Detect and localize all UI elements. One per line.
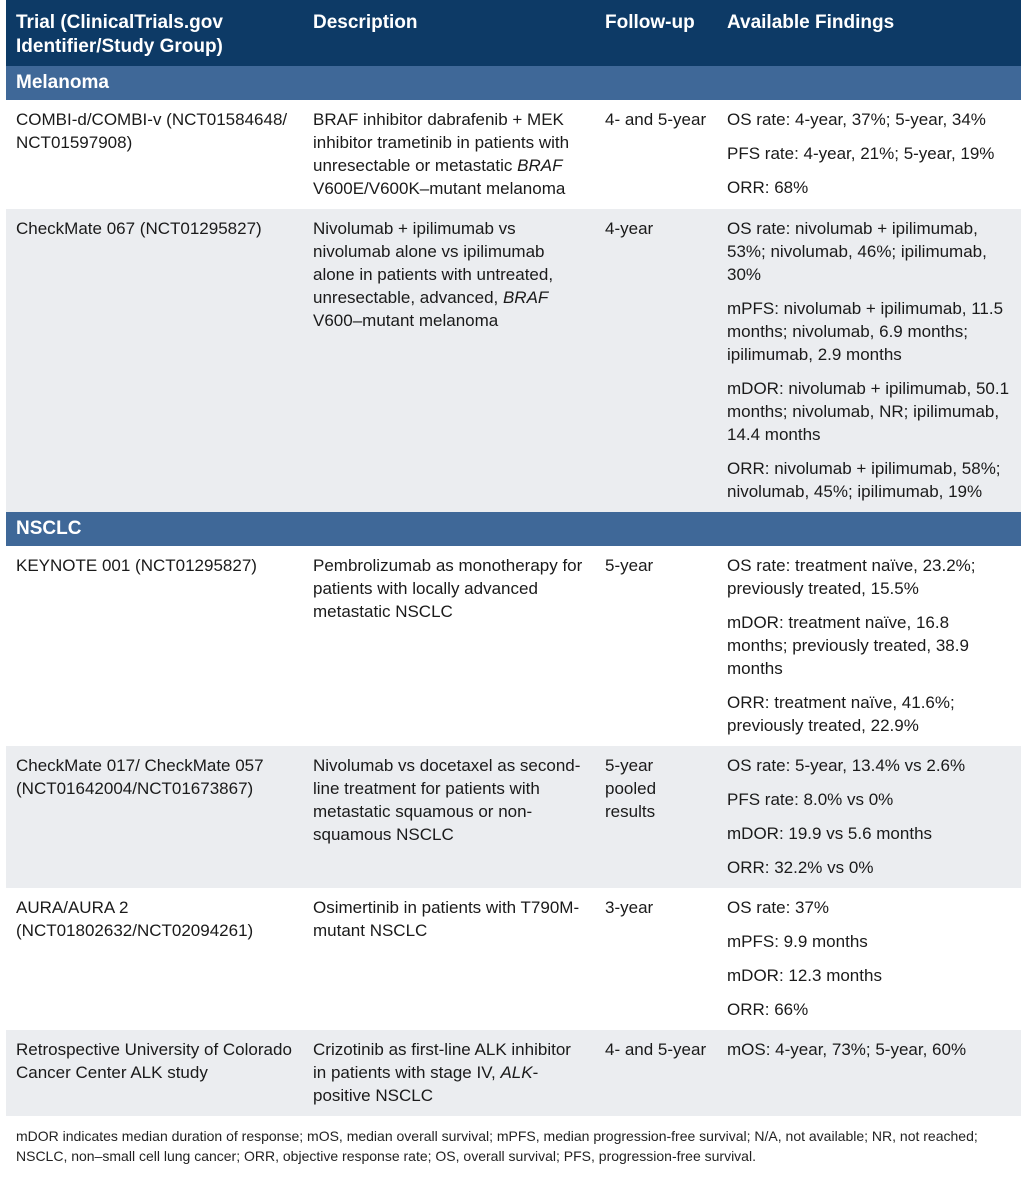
- finding-item: OS rate: treatment naïve, 23.2%; previously treated, 15.5%: [727, 556, 976, 598]
- description-italic-text: BRAF: [517, 156, 563, 175]
- finding-item: mOS: 4-year, 73%; 5-year, 60%: [727, 1040, 967, 1059]
- description-text: Nivolumab vs docetaxel as second-line treatment for patients with metastatic squamous or non-squamous NSCLC: [313, 756, 581, 844]
- description-text: Osimertinib in patients with T790M-mutant NSCLC: [313, 898, 580, 940]
- findings-cell: [717, 888, 1021, 1030]
- finding-item: ORR: nivolumab + ipilimumab, 58%; nivolumab, 45%; ipilimumab, 19%: [727, 459, 1001, 501]
- description-text: V600E/V600K–mutant melanoma: [313, 179, 566, 198]
- findings-cell: [717, 1030, 1021, 1116]
- table-body: [6, 66, 1021, 1116]
- finding-item: OS rate: 4-year, 37%; 5-year, 34%: [727, 110, 986, 129]
- description-text: BRAF inhibitor dabrafenib + MEK inhibitor trametinib in patients with unresectable or metastatic: [313, 110, 570, 175]
- trial-cell: Retrospective University of Colorado Cancer Center ALK study: [6, 1030, 303, 1116]
- finding-item: OS rate: 5-year, 13.4% vs 2.6%: [727, 756, 966, 775]
- description-text: Pembrolizumab as monotherapy for patients with locally advanced metastatic NSCLC: [313, 556, 583, 621]
- table-row: [6, 546, 1021, 746]
- finding-item: OS rate: 37%: [727, 898, 830, 917]
- description-italic-text: BRAF: [502, 288, 549, 307]
- description-cell: [303, 209, 595, 512]
- table-row: [6, 100, 1021, 209]
- findings-cell: [717, 546, 1021, 746]
- finding-item: mDOR: 12.3 months: [727, 966, 882, 985]
- finding-item: ORR: 68%: [727, 178, 809, 197]
- footnote: mDOR indicates median duration of response; mOS, median overall survival; mPFS, median progression-free survival; N/A, not available; NR, not reached; NSCLC, non–small cell lung cancer; ORR, objective response rate; OS, overall survival; PFS, progression-free survival.: [16, 1128, 978, 1164]
- description-cell: [303, 546, 595, 746]
- description-cell: [303, 888, 595, 1030]
- finding-item: PFS rate: 4-year, 21%; 5-year, 19%: [727, 144, 995, 163]
- trials-table: [6, 0, 1021, 1116]
- trial-cell: AURA/AURA 2 (NCT01802632/NCT02094261): [6, 888, 303, 1030]
- header-row: [6, 0, 1021, 66]
- description-text: -positive NSCLC: [313, 1063, 539, 1105]
- header-followup: Follow-up: [595, 0, 717, 66]
- description-italic-text: ALK: [500, 1063, 533, 1082]
- section-row: [6, 512, 1021, 546]
- followup-cell: 5-year: [595, 546, 717, 746]
- description-cell: [303, 1030, 595, 1116]
- finding-item: ORR: 32.2% vs 0%: [727, 858, 874, 877]
- followup-cell: 4-year: [595, 209, 717, 512]
- table-row: [6, 746, 1021, 888]
- finding-item: mDOR: 19.9 vs 5.6 months: [727, 824, 933, 843]
- finding-item: ORR: treatment naïve, 41.6%; previously treated, 22.9%: [727, 693, 955, 735]
- followup-cell: 4- and 5-year: [595, 100, 717, 209]
- trial-cell: CheckMate 067 (NCT01295827): [6, 209, 303, 512]
- finding-item: mPFS: 9.9 months: [727, 932, 868, 951]
- finding-item: mDOR: nivolumab + ipilimumab, 50.1 months; nivolumab, NR; ipilimumab, 14.4 months: [727, 379, 1010, 444]
- header-findings: Available Findings: [717, 0, 1021, 66]
- description-cell: [303, 100, 595, 209]
- findings-cell: [717, 746, 1021, 888]
- description-text: Nivolumab + ipilimumab vs nivolumab alone vs ipilimumab alone in patients with untreated, unresectable, advanced,: [313, 219, 554, 307]
- description-text: Crizotinib as first-line ALK inhibitor in patients with stage IV,: [313, 1040, 571, 1082]
- section-row: [6, 66, 1021, 100]
- finding-item: OS rate: nivolumab + ipilimumab, 53%; nivolumab, 46%; ipilimumab, 30%: [727, 219, 987, 284]
- clinical-trials-table-page: [6, 0, 1021, 1166]
- followup-cell: 5-year pooled results: [595, 746, 717, 888]
- description-text: V600–mutant melanoma: [313, 311, 499, 330]
- description-cell: [303, 746, 595, 888]
- findings-cell: [717, 209, 1021, 512]
- finding-item: PFS rate: 8.0% vs 0%: [727, 790, 894, 809]
- followup-cell: 3-year: [595, 888, 717, 1030]
- table-row: [6, 209, 1021, 512]
- trial-cell: CheckMate 017/ CheckMate 057 (NCT01642004/NCT01673867): [6, 746, 303, 888]
- trial-cell: COMBI-d/COMBI-v (NCT01584648/ NCT01597908): [6, 100, 303, 209]
- table-row: [6, 1030, 1021, 1116]
- findings-cell: [717, 100, 1021, 209]
- section-title: NSCLC: [6, 512, 1021, 546]
- header-description: Description: [303, 0, 595, 66]
- followup-cell: 4- and 5-year: [595, 1030, 717, 1116]
- section-title: Melanoma: [6, 66, 1021, 100]
- trial-cell: KEYNOTE 001 (NCT01295827): [6, 546, 303, 746]
- table-row: [6, 888, 1021, 1030]
- finding-item: ORR: 66%: [727, 1000, 809, 1019]
- finding-item: mPFS: nivolumab + ipilimumab, 11.5 months; nivolumab, 6.9 months; ipilimumab, 2.9 months: [727, 299, 1004, 364]
- header-trial: Trial (ClinicalTrials.gov Identifier/Study Group): [6, 0, 303, 66]
- finding-item: mDOR: treatment naïve, 16.8 months; previously treated, 38.9 months: [727, 613, 969, 678]
